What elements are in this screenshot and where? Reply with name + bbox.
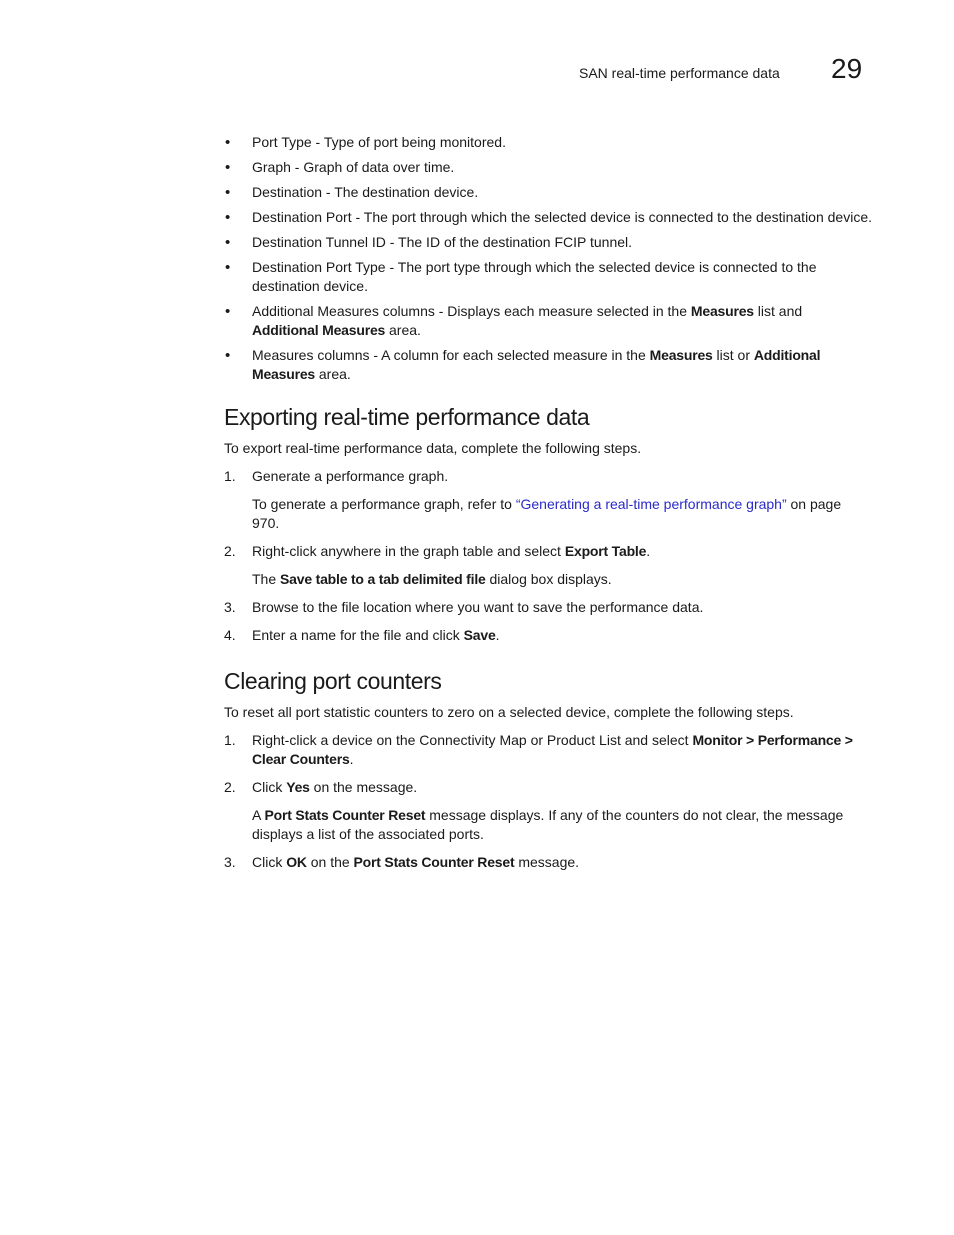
step-item: 1. Right-click a device on the Connectivity Map or Product List and select Monitor > Performance > Clear Counters. <box>224 732 853 767</box>
list-item: • Destination Tunnel ID - The ID of the destination FCIP tunnel. <box>224 233 872 252</box>
step-item: 3. Browse to the file location where you want to save the performance data. <box>224 599 704 615</box>
step-item: 2. Click Yes on the message. A Port Stats Counter Reset message displays. If any of the counters do not clear, the message displays a list of the associated ports. <box>224 779 844 842</box>
page-content <box>224 133 872 881</box>
export-steps <box>224 467 872 645</box>
list-item: • Additional Measures columns - Displays each measure selected in the Measures list and Additional Measures area. <box>224 302 872 340</box>
list-item: • Destination Port Type - The port type through which the selected device is connected to the destination device. <box>224 258 872 296</box>
list-item: • Destination Port - The port through which the selected device is connected to the destination device. <box>224 208 872 227</box>
cross-reference-link[interactable]: “Generating a real-time performance graph” <box>515 496 787 512</box>
header-title: SAN real-time performance data <box>579 65 780 81</box>
section-heading-export: Exporting real-time performance data <box>224 404 590 430</box>
step-item: 1. Generate a performance graph. To generate a performance graph, refer to “Generating a real-time performance graph” on page 970. <box>224 468 842 531</box>
list-item: • Port Type - Type of port being monitored. <box>224 133 872 152</box>
section-intro: To export real-time performance data, complete the following steps. <box>224 440 642 456</box>
step-item: 3. Click OK on the Port Stats Counter Reset message. <box>224 854 580 870</box>
chapter-number: 29 <box>831 53 863 84</box>
clear-steps <box>224 731 872 872</box>
step-item: 4. Enter a name for the file and click Save. <box>224 627 500 643</box>
section-heading-clear: Clearing port counters <box>224 668 442 694</box>
list-item: • Measures columns - A column for each selected measure in the Measures list or Additional Measures area. <box>224 346 872 384</box>
section-intro: To reset all port statistic counters to zero on a selected device, complete the following steps. <box>224 704 794 720</box>
column-list <box>224 133 872 384</box>
list-item: • Destination - The destination device. <box>224 183 872 202</box>
step-item: 2. Right-click anywhere in the graph table and select Export Table. The Save table to a tab delimited file dialog box displays. <box>224 543 651 587</box>
list-item: • Graph - Graph of data over time. <box>224 158 872 177</box>
